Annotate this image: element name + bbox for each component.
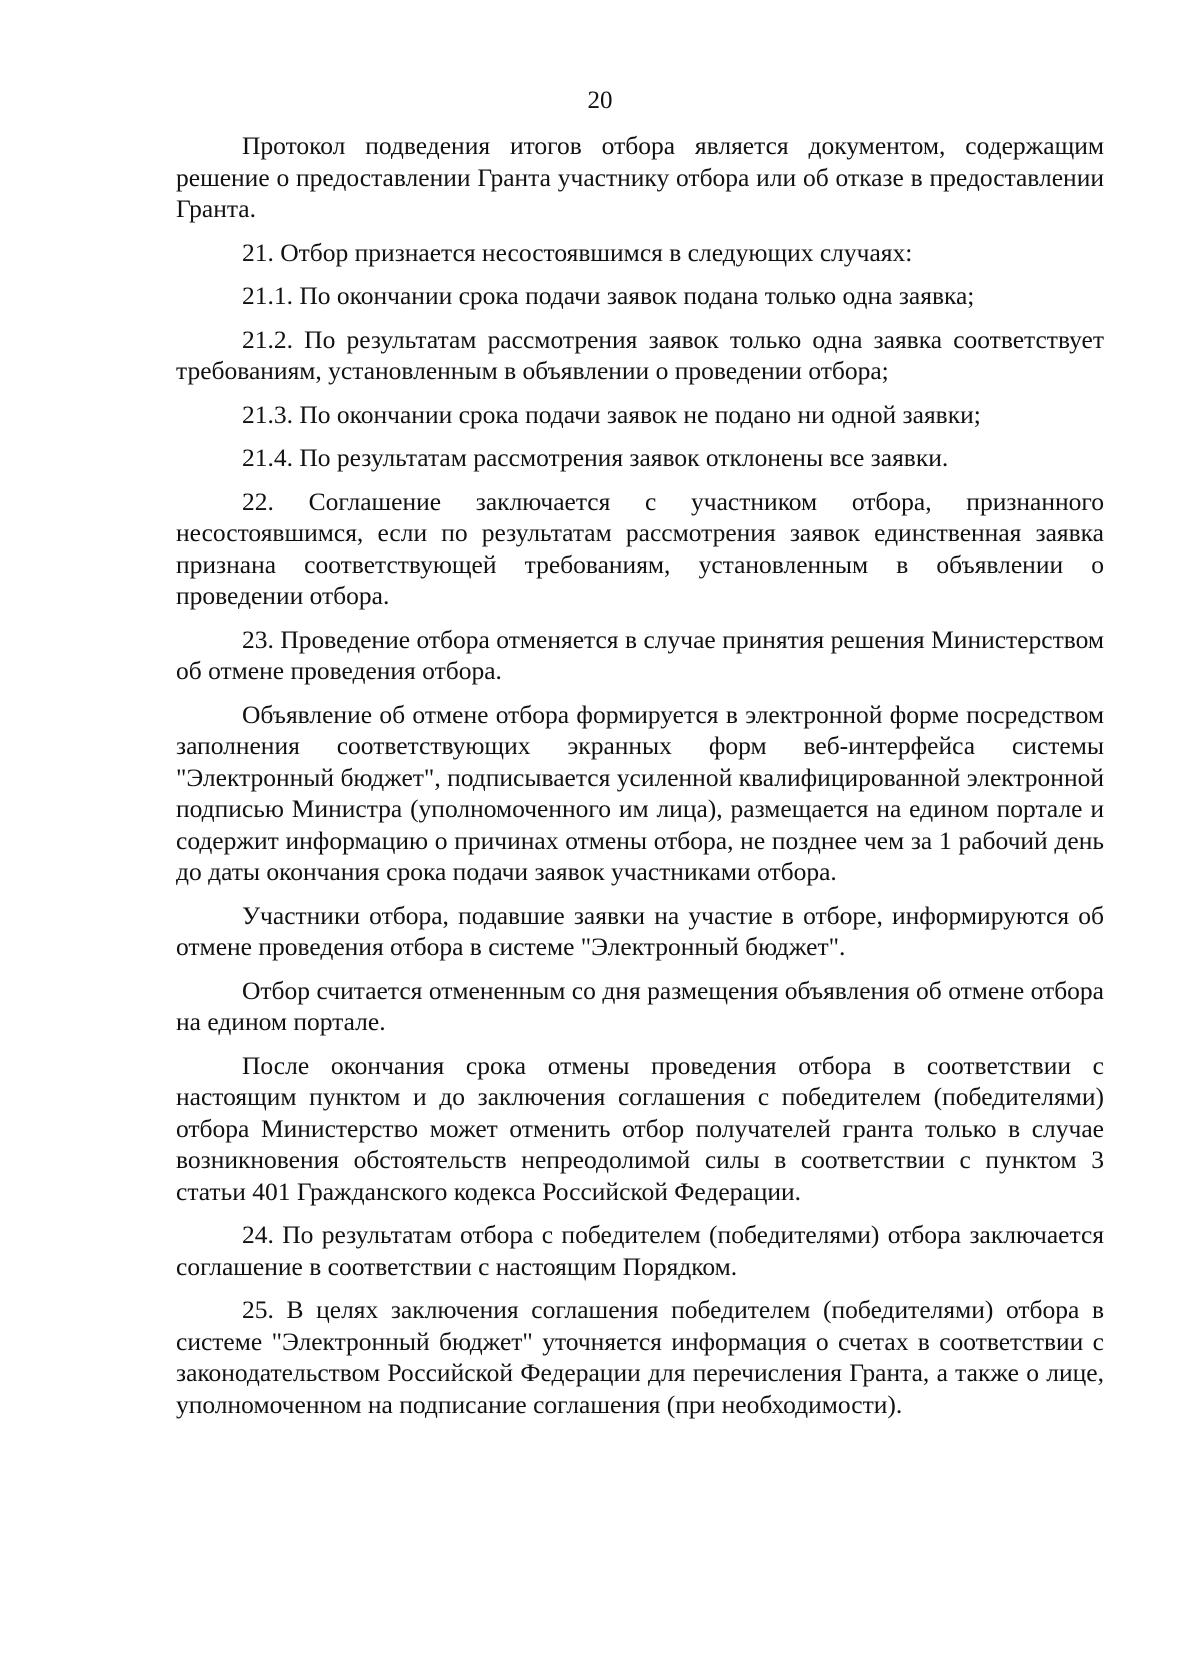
paragraph-21: 21. Отбор признается несостоявшимся в следующих случаях: xyxy=(242,237,913,267)
paragraph-23: 23. Проведение отбора отменяется в случае принятия решения Министерством об отмене проведения отбора. xyxy=(176,624,1104,685)
document-body xyxy=(176,130,1104,1432)
paragraph-25: 25. В целях заключения соглашения победителем (победителями) отбора в системе "Электронный бюджет" уточняется информация о счетах в соответствии с законодательством Российской Федерации для перечисления Гранта, а также о лице, уполномоченном на подписание соглашения (при необходимости). xyxy=(176,1295,1104,1419)
page-number: 20 xyxy=(587,87,613,114)
paragraph-21-2: 21.2. По результатам рассмотрения заявок только одна заявка соответствует требованиям, установленным в объявлении о проведении отбора; xyxy=(176,324,1104,385)
paragraph-24: 24. По результатам отбора с победителем (победителями) отбора заключается соглашение в соответствии с настоящим Порядком. xyxy=(176,1220,1104,1281)
paragraph-21-3: 21.3. По окончании срока подачи заявок не подано ни одной заявки; xyxy=(242,399,981,429)
paragraph-protocol-definition: Протокол подведения итогов отбора является документом, содержащим решение о предоставлении Гранта участнику отбора или об отказе в предоставлении Гранта. xyxy=(176,131,1104,223)
paragraph-cancellation-notice: Объявление об отмене отбора формируется в электронной форме посредством заполнения соответствующих экранных форм веб-интерфейса системы "Электронный бюджет", подписывается усиленной квалифицированной электронной подписью Министра (уполномоченного им лица), размещается на едином портале и содержит информацию о причинах отмены отбора, не позднее чем за 1 рабочий день до даты окончания срока подачи заявок участниками отбора. xyxy=(176,699,1104,886)
paragraph-21-4: 21.4. По результатам рассмотрения заявок отклонены все заявки. xyxy=(242,443,949,472)
paragraph-21-1: 21.1. По окончании срока подачи заявок подана только одна заявка; xyxy=(242,281,975,310)
paragraph-22: 22. Соглашение заключается с участником отбора, признанного несостоявшимся, если по результатам рассмотрения заявок единственная заявка признана соответствующей требованиям, установленным в объявлении о проведении отбора. xyxy=(176,486,1104,610)
paragraph-participants-informed: Участники отбора, подавшие заявки на участие в отборе, информируются об отмене проведения отбора в системе "Электронный бюджет". xyxy=(176,900,1104,961)
paragraph-force-majeure: После окончания срока отмены проведения отбора в соответствии с настоящим пунктом и до заключения соглашения с победителем (победителями) отбора Министерство может отменить отбор получателей гранта только в случае возникновения обстоятельств непреодолимой силы в соответствии с пунктом 3 статьи 401 Гражданского кодекса Российской Федерации. xyxy=(176,1050,1104,1206)
paragraph-cancellation-date: Отбор считается отмененным со дня размещения объявления об отмене отбора на едином портале. xyxy=(176,975,1104,1036)
